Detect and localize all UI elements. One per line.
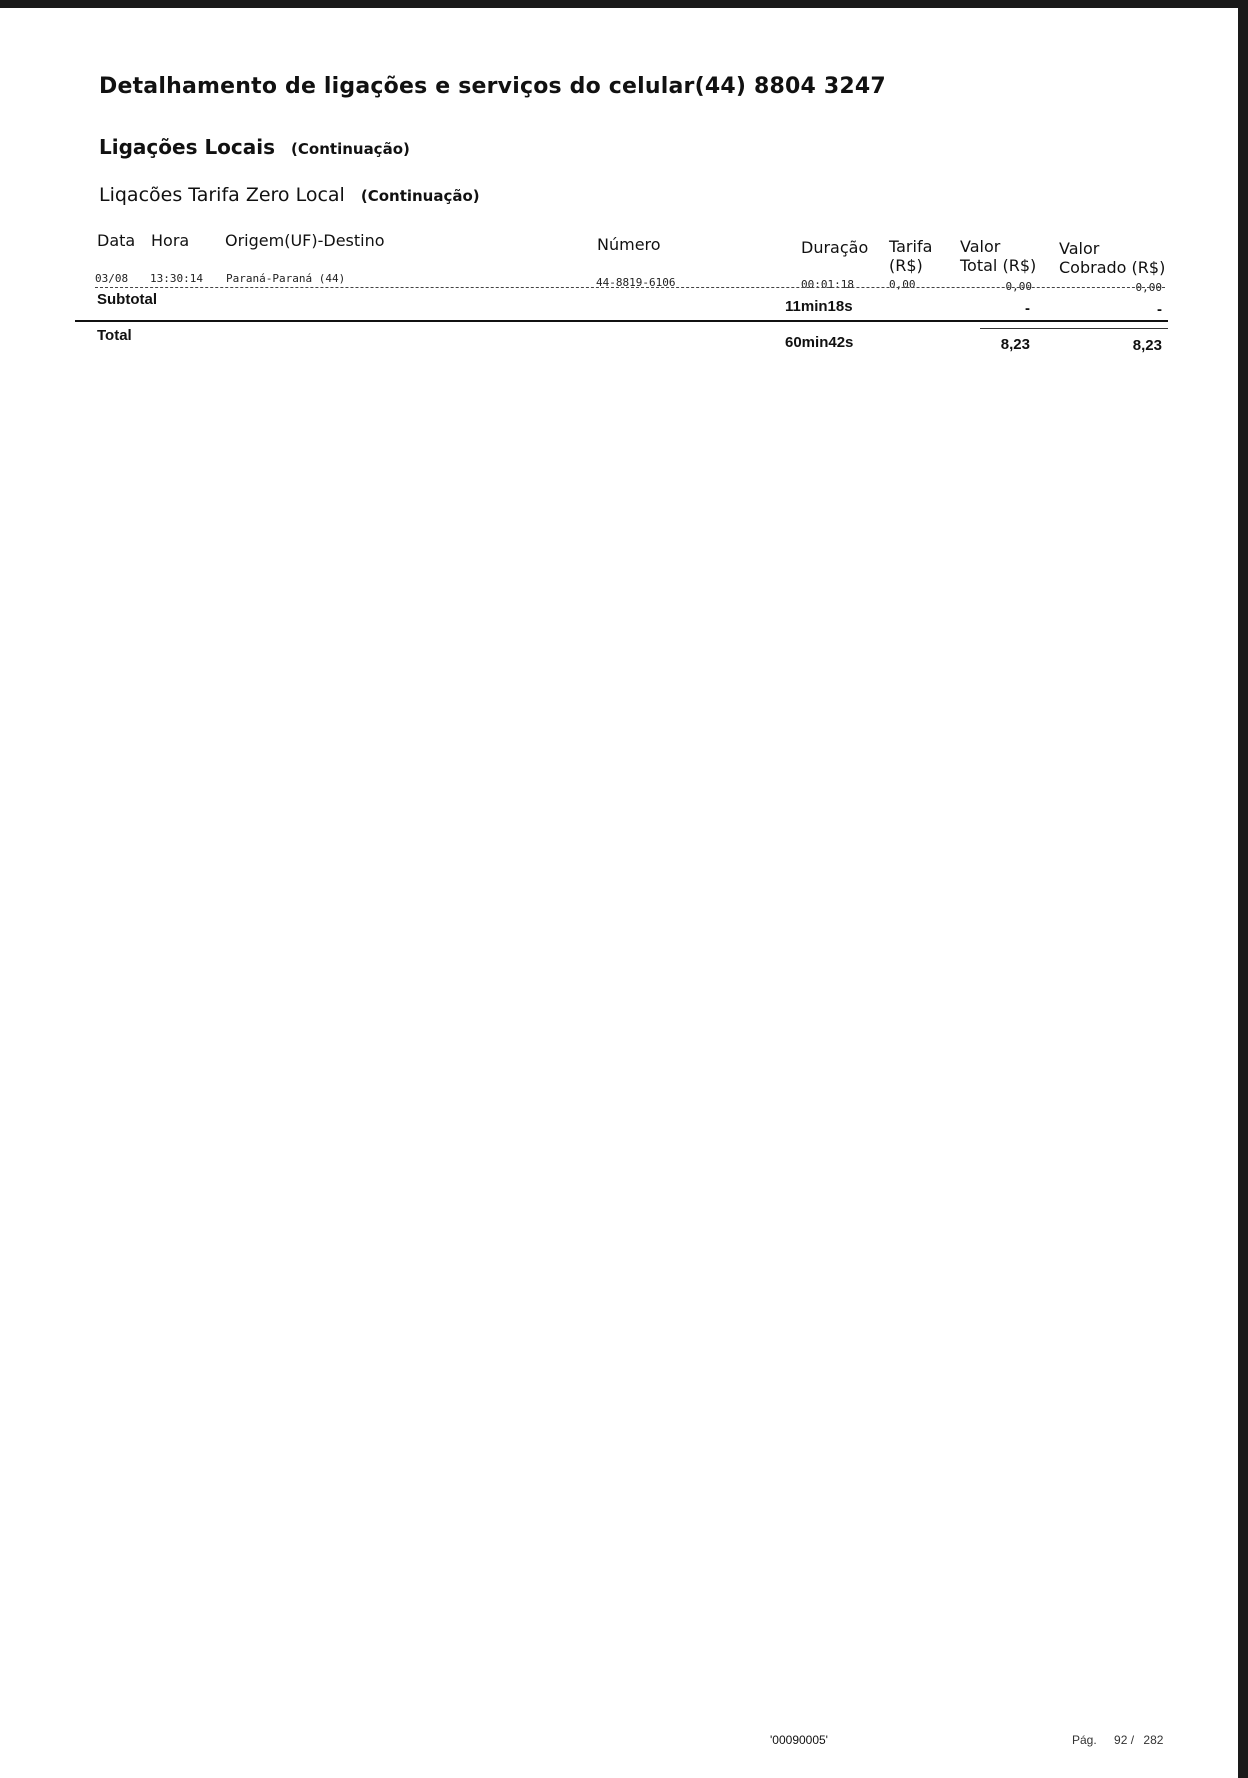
total-label: Total (97, 327, 132, 344)
subsection-note: (Continuação) (360, 187, 480, 205)
cell-hora: 13:30:14 (150, 272, 203, 285)
page-title: Detalhamento de ligações e serviços do celular(44) 8804 3247 (99, 74, 886, 99)
col-header-duracao: Duração (801, 238, 869, 257)
col-header-valor-total (960, 237, 1036, 275)
subsection-label: Liqacões Tarifa Zero Local (99, 184, 345, 206)
cell-duracao: 00:01:18 (801, 278, 854, 291)
subtotal-valor-cobrado: - (1157, 301, 1162, 318)
row-leader-dots (95, 287, 1165, 288)
footer-page-number: 92 / (1114, 1733, 1135, 1747)
col-header-origem: Origem(UF)-Destino (225, 231, 385, 250)
footer-page-total: 282 (1143, 1733, 1164, 1747)
col-header-hora: Hora (151, 231, 190, 250)
document-page (0, 8, 1238, 1778)
cell-numero: 44-8819-6106 (596, 276, 676, 289)
cell-valor-total: 0,00 (1005, 280, 1032, 293)
total-duracao: 60min42s (785, 334, 854, 351)
total-divider (75, 320, 1168, 322)
col-header-valor-cobrado (1059, 239, 1165, 277)
total-divider-short (980, 328, 1168, 329)
col-header-valor-cobrado-line2: Cobrado (R$) (1059, 258, 1166, 277)
section-note: (Continuação) (291, 140, 410, 158)
subtotal-duracao: 11min18s (785, 298, 853, 315)
cell-origem: Paraná-Paraná (44) (226, 272, 346, 285)
subtotal-valor-total: - (1025, 300, 1030, 317)
cell-valor-cobrado: 0,00 (1135, 281, 1162, 294)
footer-code: '00090005' (770, 1733, 828, 1747)
total-valor-total: 8,23 (1000, 336, 1030, 353)
subtotal-label: Subtotal (97, 291, 157, 308)
col-header-valor-cobrado-line1: Valor (1059, 239, 1100, 258)
total-valor-cobrado: 8,23 (1132, 337, 1162, 354)
col-header-valor-total-line2: Total (R$) (960, 256, 1037, 275)
cell-data: 03/08 (95, 272, 129, 285)
section-heading (99, 135, 410, 159)
subsection-heading (99, 184, 480, 206)
col-header-numero: Número (597, 235, 661, 254)
col-header-tarifa (889, 237, 932, 275)
section-label: Ligações Locais (99, 135, 276, 159)
cell-tarifa: 0,00 (889, 278, 916, 291)
footer-page (1072, 1733, 1163, 1747)
col-header-tarifa-line1: Tarifa (889, 237, 933, 256)
col-header-valor-total-line1: Valor (960, 237, 1001, 256)
footer-page-label: Pág. (1072, 1733, 1097, 1747)
col-header-data: Data (97, 231, 136, 250)
col-header-tarifa-line2: (R$) (889, 256, 923, 275)
